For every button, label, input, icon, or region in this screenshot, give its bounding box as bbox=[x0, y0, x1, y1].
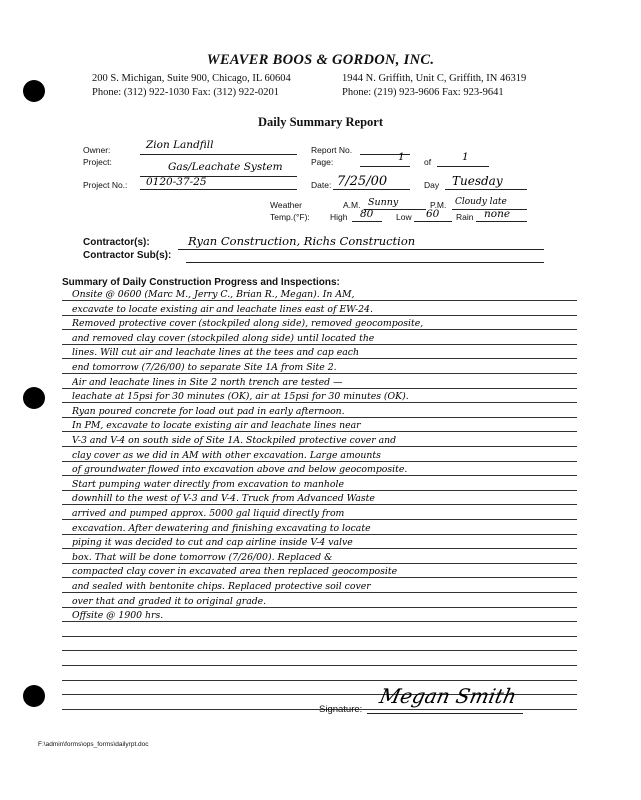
summary-rule bbox=[62, 358, 577, 359]
summary-rule bbox=[62, 431, 577, 432]
summary-line-text: arrived and pumped approx. 5000 gal liquid directly from bbox=[72, 508, 345, 519]
phone-griffith: Phone: (219) 923-9606 Fax: 923-9641 bbox=[342, 87, 504, 98]
summary-line-text: Removed protective cover (stockpiled along side), removed geocomposite, bbox=[72, 318, 424, 330]
weather-label: Weather bbox=[270, 200, 302, 210]
owner-label: Owner: bbox=[83, 145, 111, 155]
low-line bbox=[414, 221, 452, 222]
summary-line-text: downhill to the west of V-3 and V-4. Truck from Advanced Waste bbox=[72, 493, 375, 505]
binder-hole-bottom bbox=[23, 685, 45, 707]
rain-line bbox=[476, 221, 527, 222]
summary-rule bbox=[62, 490, 577, 491]
temp-label: Temp.(°F): bbox=[270, 212, 310, 222]
signature-value: Megan Smith bbox=[377, 684, 519, 708]
summary-rule bbox=[62, 461, 577, 462]
page-label: Page: bbox=[311, 157, 334, 167]
owner-value: Zion Landfill bbox=[146, 139, 214, 151]
summary-heading: Summary of Daily Construction Progress and Inspections: bbox=[62, 277, 340, 288]
summary-rule bbox=[62, 592, 577, 593]
summary-line-text: and sealed with bentonite chips. Replaced protective soil cover bbox=[72, 581, 371, 592]
summary-rule bbox=[62, 417, 577, 418]
date-line bbox=[333, 189, 410, 190]
summary-line-text: V-3 and V-4 on south side of Site 1A. Stockpiled protective cover and bbox=[72, 435, 397, 446]
page-line bbox=[360, 166, 410, 167]
report-title: Daily Summary Report bbox=[258, 115, 383, 129]
summary-line-text: Onsite @ 0600 (Marc M., Jerry C., Brian R., Megan). In AM, bbox=[72, 289, 355, 300]
summary-rule bbox=[62, 621, 577, 622]
summary-line-text: excavation. After dewatering and finishing excavating to locate bbox=[72, 522, 371, 534]
summary-line-text: In PM, excavate to locate existing air and leachate lines near bbox=[72, 420, 361, 432]
signature-label: Signature: bbox=[319, 704, 363, 715]
pm-label: P.M. bbox=[430, 200, 447, 210]
am-value: Sunny bbox=[368, 197, 399, 208]
summary-line-text: over that and graded it to original grade. bbox=[72, 595, 267, 607]
summary-line-text: excavate to locate existing air and leachate lines east of EW-24. bbox=[72, 303, 373, 315]
contractor-subs-label: Contractor Sub(s): bbox=[83, 250, 172, 261]
rain-value: none bbox=[484, 208, 511, 220]
summary-line-text: clay cover as we did in AM with other excavation. Large amounts bbox=[72, 449, 381, 461]
summary-rule bbox=[62, 475, 577, 476]
summary-rule bbox=[62, 300, 577, 301]
of-line bbox=[437, 166, 489, 167]
summary-line-text: box. That will be done tomorrow (7/26/00). Replaced & bbox=[72, 551, 333, 563]
rain-label: Rain bbox=[456, 212, 474, 222]
summary-rule bbox=[62, 577, 577, 578]
of-label: of bbox=[424, 157, 432, 167]
owner-line bbox=[140, 154, 297, 155]
file-path-footer: F:\admin\forms\ops_forms\dailyrpt.doc bbox=[38, 741, 149, 748]
summary-line-text: lines. Will cut air and leachate lines at the tees and cap each bbox=[72, 347, 359, 359]
project-label: Project: bbox=[83, 157, 112, 167]
summary-rule bbox=[62, 373, 577, 374]
low-value: 60 bbox=[426, 208, 440, 220]
project-value: Gas/Leachate System bbox=[168, 161, 283, 173]
summary-line-text: and removed clay cover (stockpiled along side) until located the bbox=[72, 332, 375, 344]
summary-rule bbox=[62, 344, 577, 345]
summary-line-text: piping it was decided to cut and cap airline inside V-4 valve bbox=[72, 537, 353, 549]
binder-hole-top bbox=[23, 80, 45, 102]
project-no-line bbox=[140, 189, 297, 190]
address-chicago: 200 S. Michigan, Suite 900, Chicago, IL 60604 bbox=[92, 73, 291, 84]
summary-line-text: Air and leachate lines in Site 2 north trench are tested — bbox=[72, 376, 343, 388]
report-no-label: Report No. bbox=[311, 145, 353, 155]
phone-chicago: Phone: (312) 922-1030 Fax: (312) 922-0201 bbox=[92, 87, 279, 98]
contractors-value: Ryan Construction, Richs Construction bbox=[188, 234, 416, 248]
summary-rule bbox=[62, 607, 577, 608]
day-value: Tuesday bbox=[452, 174, 503, 188]
day-label: Day bbox=[424, 180, 440, 190]
summary-rule bbox=[62, 315, 577, 316]
summary-rule bbox=[62, 680, 577, 681]
contractor-subs-line bbox=[186, 262, 544, 263]
pm-value: Cloudy late bbox=[455, 197, 507, 207]
page-value: 1 bbox=[398, 151, 405, 163]
date-value: 7/25/00 bbox=[337, 174, 388, 189]
signature-line bbox=[367, 713, 523, 714]
high-line bbox=[352, 221, 382, 222]
summary-rule bbox=[62, 329, 577, 330]
summary-rule bbox=[62, 519, 577, 520]
low-label: Low bbox=[396, 212, 412, 222]
summary-rule bbox=[62, 534, 577, 535]
summary-rule bbox=[62, 402, 577, 403]
contractors-line bbox=[178, 249, 544, 250]
contractors-label: Contractor(s): bbox=[83, 237, 150, 248]
binder-hole-middle bbox=[23, 387, 45, 409]
summary-line-text: compacted clay cover in excavated area then replaced geocomposite bbox=[72, 566, 398, 578]
summary-rule bbox=[62, 388, 577, 389]
day-line bbox=[445, 189, 527, 190]
am-label: A.M. bbox=[343, 200, 361, 210]
project-no-value: 0120-37-25 bbox=[146, 176, 207, 188]
company-name: WEAVER BOOS & GORDON, INC. bbox=[206, 52, 435, 68]
summary-rule bbox=[62, 665, 577, 666]
summary-rule bbox=[62, 650, 577, 651]
summary-rule bbox=[62, 636, 577, 637]
summary-rule bbox=[62, 548, 577, 549]
of-value: 1 bbox=[462, 151, 469, 163]
summary-line-text: end tomorrow (7/26/00) to separate Site 1A from Site 2. bbox=[72, 362, 337, 373]
high-label: High bbox=[330, 212, 348, 222]
date-label: Date: bbox=[311, 180, 332, 190]
summary-line-text: Ryan poured concrete for load out pad in early afternoon. bbox=[72, 405, 345, 417]
summary-line-text: Offsite @ 1900 hrs. bbox=[72, 610, 164, 622]
address-griffith: 1944 N. Griffith, Unit C, Griffith, IN 46319 bbox=[342, 73, 527, 84]
summary-rule bbox=[62, 504, 577, 505]
high-value: 80 bbox=[360, 208, 374, 220]
summary-line-text: of groundwater flowed into excavation above and below geocomposite. bbox=[72, 464, 408, 476]
summary-rule bbox=[62, 563, 577, 564]
summary-rule bbox=[62, 446, 577, 447]
summary-line-text: leachate at 15psi for 30 minutes (OK), air at 15psi for 30 minutes (OK). bbox=[72, 391, 409, 403]
summary-line-text: Start pumping water directly from excavation to manhole bbox=[72, 478, 344, 490]
project-no-label: Project No.: bbox=[83, 180, 128, 190]
